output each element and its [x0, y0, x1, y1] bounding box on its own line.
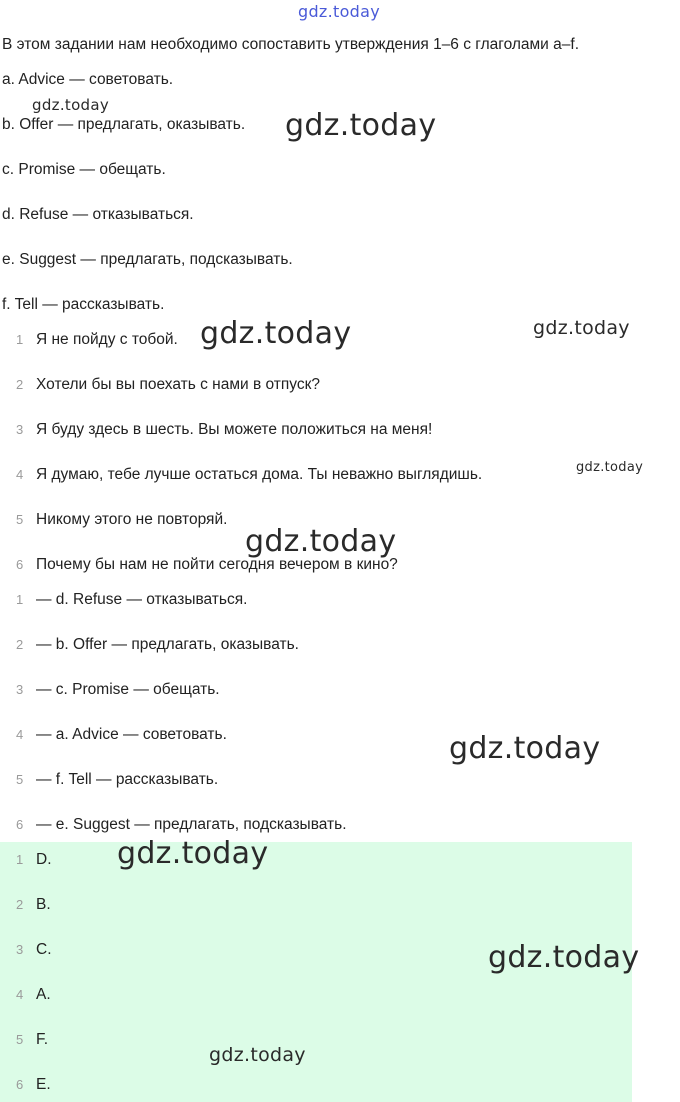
watermark: gdz.today — [200, 316, 352, 351]
watermark: gdz.today — [285, 108, 437, 143]
answer-text: F. — [36, 1031, 49, 1048]
header-watermark: gdz.today — [298, 2, 380, 21]
intro-text: В этом задании нам необходимо сопоставить утверждения 1–6 с глаголами a–f. — [2, 36, 580, 53]
answer-text: D. — [36, 851, 52, 868]
list-number: 2 — [16, 377, 24, 392]
statement-text: Я думаю, тебе лучше остаться дома. Ты неважно выглядишь. — [36, 466, 483, 483]
statement-text: Хотели бы вы поехать с нами в отпуск? — [36, 376, 321, 393]
verb-item: e. Suggest — предлагать, подсказывать. — [2, 251, 293, 268]
list-number: 3 — [16, 942, 24, 957]
statement-text: Никому этого не повторяй. — [36, 511, 228, 528]
list-number: 5 — [16, 512, 24, 527]
list-number: 2 — [16, 897, 24, 912]
list-number: 3 — [16, 422, 24, 437]
watermark: gdz.today — [245, 524, 397, 559]
list-number: 6 — [16, 1077, 24, 1092]
watermark: gdz.today — [449, 731, 601, 766]
list-number: 1 — [16, 852, 24, 867]
list-number: 4 — [16, 727, 24, 742]
list-number: 1 — [16, 332, 24, 347]
answer-text: A. — [36, 986, 51, 1003]
statement-text: Почему бы нам не пойти сегодня вечером в кино? — [36, 556, 398, 573]
watermark: gdz.today — [533, 317, 630, 339]
list-number: 1 — [16, 592, 24, 607]
match-text: — d. Refuse — отказываться. — [36, 591, 248, 608]
match-text: — e. Suggest — предлагать, подсказывать. — [36, 816, 347, 833]
list-number: 6 — [16, 557, 24, 572]
match-text: — f. Tell — рассказывать. — [36, 771, 219, 788]
watermark: gdz.today — [117, 836, 269, 871]
answer-text: E. — [36, 1076, 51, 1093]
list-number: 4 — [16, 987, 24, 1002]
verb-item: a. Advice — советовать. — [2, 71, 174, 88]
list-number: 5 — [16, 1032, 24, 1047]
match-text: — c. Promise — обещать. — [36, 681, 220, 698]
verb-item: b. Offer — предлагать, оказывать. — [2, 116, 246, 133]
list-number: 5 — [16, 772, 24, 787]
match-text: — a. Advice — советовать. — [36, 726, 227, 743]
list-number: 4 — [16, 467, 24, 482]
verb-item: d. Refuse — отказываться. — [2, 206, 194, 223]
watermark: gdz.today — [209, 1044, 306, 1066]
answer-text: C. — [36, 941, 52, 958]
watermark: gdz.today — [32, 96, 110, 114]
statement-text: Я не пойду с тобой. — [36, 331, 178, 348]
watermark: gdz.today — [488, 940, 640, 975]
watermark: gdz.today — [576, 460, 644, 475]
answer-text: B. — [36, 896, 51, 913]
match-text: — b. Offer — предлагать, оказывать. — [36, 636, 299, 653]
list-number: 2 — [16, 637, 24, 652]
verb-item: c. Promise — обещать. — [2, 161, 166, 178]
list-number: 3 — [16, 682, 24, 697]
list-number: 6 — [16, 817, 24, 832]
verb-item: f. Tell — рассказывать. — [2, 296, 165, 313]
statement-text: Я буду здесь в шесть. Вы можете положиться на меня! — [36, 421, 433, 438]
